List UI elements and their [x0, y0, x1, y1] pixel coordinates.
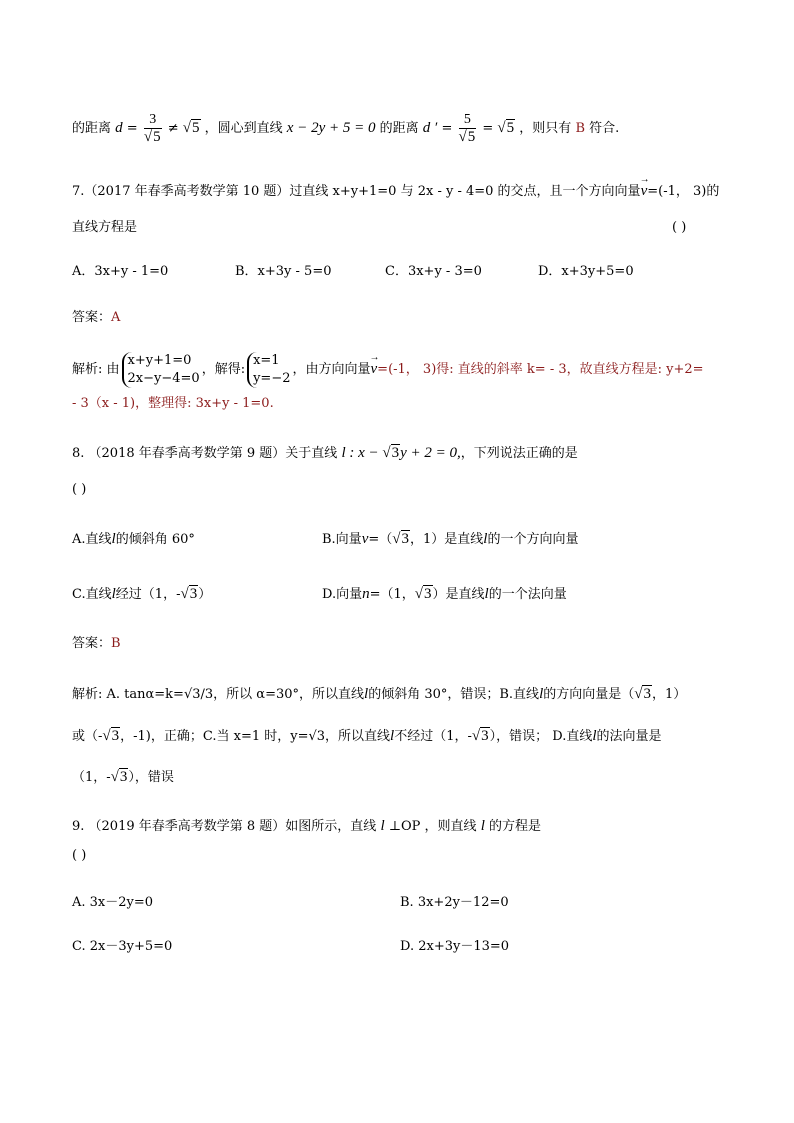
- text: 符合.: [589, 121, 620, 136]
- option-text: ）: [198, 587, 212, 602]
- analysis-text: =(-1， 3)得: 直线的斜率 k= - 3，故直线方程是: y+2=: [377, 362, 704, 377]
- vector-v: → v: [641, 181, 648, 201]
- option-text: D. 2x+3y－13=0: [400, 939, 510, 954]
- root3: 3: [111, 728, 120, 744]
- q8-analysis-line3: （1，-√3），错误: [72, 769, 174, 785]
- q7-text: 直线方程是: [72, 220, 138, 235]
- var-l: l: [539, 686, 544, 702]
- q9-text: 的方程是: [489, 819, 542, 834]
- var-l: l: [364, 686, 369, 702]
- analysis-text: 解析: A. tanα=k=√3/3，所以 α=30°，所以直线: [72, 687, 365, 702]
- q7-paren: [672, 218, 686, 238]
- q9-option-b: [400, 893, 509, 913]
- root3: 3: [391, 445, 400, 461]
- q7-line2: [72, 218, 137, 238]
- answer-paren: ( ): [72, 482, 87, 497]
- analysis-text: 的倾斜角 30°，错误；B.直线: [368, 687, 540, 702]
- option-text: 经过（1，-: [115, 587, 181, 602]
- neq: ≠: [167, 121, 179, 136]
- analysis-text: 的法向量是: [596, 729, 662, 744]
- option-text: 的一个法向量: [488, 587, 567, 602]
- q8-option-a: [72, 529, 195, 550]
- q7-option-b: [235, 262, 332, 282]
- q8-paren: [72, 480, 86, 500]
- line-equation: x − 2y + 5 = 0: [286, 120, 376, 136]
- option-text: A.直线: [72, 532, 112, 547]
- analysis-text: （1，-: [72, 770, 111, 785]
- answer-label: 答案：: [72, 636, 112, 651]
- q8-option-b: B.向量v=（√3，1）是直线l的一个方向向量: [322, 531, 579, 547]
- q8-analysis-line2: 或（-√3，-1)，正确；C.当 x=1 时，y=√3，所以直线l不经过（1，-√3），错误； D.直线l的法向量是: [72, 728, 662, 744]
- text: 的距离: [379, 121, 419, 136]
- text: ，则只有: [519, 121, 572, 136]
- answer-label: 答案：: [72, 310, 112, 325]
- var-l: l: [111, 531, 116, 547]
- equals: =: [482, 121, 494, 136]
- var-l: l: [592, 728, 597, 744]
- perp-op: ⊥OP: [388, 819, 421, 834]
- q9-paren: [72, 846, 86, 866]
- frac-num: 5: [459, 112, 477, 129]
- analysis-label: 解析: 由: [72, 362, 120, 377]
- analysis-text: ，解得:: [201, 362, 246, 377]
- q7-text: 7.（2017 年春季高考数学第 10 题）过直线 x+y+1=0 与 2x - y - 4=0 的交点，且一个方向向量: [72, 184, 641, 199]
- var-l: l: [341, 445, 346, 461]
- q8-analysis-line1: 解析: A. tanα=k=√3/3，所以 α=30°，所以直线l的倾斜角 30°，错误；B.直线l的方向向量是（√3，1）: [72, 686, 687, 702]
- q9-option-d: [400, 937, 509, 957]
- option-text: D．x+3y+5=0: [538, 264, 634, 279]
- equals: =: [126, 121, 138, 136]
- option-text: C.直线: [72, 587, 112, 602]
- q9-option-c: [72, 937, 172, 957]
- q7-option-a: [72, 262, 168, 282]
- q7-answer: [72, 308, 120, 328]
- q9-line1: [72, 816, 541, 837]
- system-eq: x=1: [253, 352, 280, 368]
- option-text: 的一个方向向量: [487, 532, 579, 547]
- q7-option-d: [538, 262, 634, 282]
- system-eq: y=−2: [253, 370, 291, 386]
- var-d-prime: d ′: [422, 120, 438, 136]
- var-l: l: [480, 818, 485, 834]
- answer-paren: ( ): [72, 848, 87, 863]
- option-text: B.向量: [322, 532, 362, 547]
- root5: 5: [506, 120, 515, 136]
- q9-option-a: [72, 893, 153, 913]
- equation-system-1: [122, 352, 200, 388]
- q8-option-c: C.直线l经过（1，-√3）: [72, 586, 212, 602]
- option-text: 的倾斜角 60°: [115, 532, 195, 547]
- q8-line1: 8. （2018 年春季高考数学第 9 题）关于直线 l : x − √3y + 2 = 0,，下列说法正确的是: [72, 445, 578, 461]
- answer-letter: B: [575, 121, 586, 136]
- option-text: D.向量: [322, 587, 363, 602]
- colon: :: [345, 445, 359, 461]
- answer-paren: ( ): [672, 220, 687, 235]
- text: 的距离: [72, 121, 112, 136]
- line-eq: y + 2 = 0,: [400, 445, 461, 461]
- q7-analysis-line2: [72, 394, 274, 414]
- answer-value: A: [111, 310, 121, 325]
- root3: 3: [401, 531, 409, 547]
- top-line: 的距离 d = $\frac{3}{√5}$ ≠ √5 ，圆心到直线 x − 2y + 5 = 0 的距离 d ′ = $\frac{5}{√5}$ = √5 ，则只有 B 符合.: [72, 112, 620, 145]
- root3: 3: [119, 769, 128, 785]
- analysis-text: ），错误: [128, 770, 174, 785]
- root3: 3: [424, 586, 432, 602]
- root3: 3: [643, 686, 651, 702]
- analysis-text: 的方向向量是（: [543, 687, 635, 702]
- q7-analysis-line1: [72, 349, 704, 390]
- system-eq: x+y+1=0: [127, 352, 192, 368]
- analysis-text: ，由方向向量: [292, 362, 371, 377]
- vector-v: → v: [371, 349, 378, 389]
- option-text: B. 3x+2y－12=0: [400, 895, 509, 910]
- q9-text: 9. （2019 年春季高考数学第 8 题）如图所示，直线: [72, 819, 377, 834]
- root5: 5: [192, 120, 200, 136]
- option-text: =（: [368, 532, 393, 547]
- q8-answer: [72, 634, 121, 654]
- analysis-text: 或（-: [72, 729, 103, 744]
- var-l: l: [380, 818, 385, 834]
- analysis-text: ，-1)，正确；C.当 x=1 时，y=√3，所以直线: [120, 729, 391, 744]
- equation-system-2: [247, 352, 290, 388]
- var-v: v: [361, 531, 369, 547]
- analysis-text: ），错误； D.直线: [489, 729, 593, 744]
- line-eq: x −: [358, 445, 383, 461]
- q9-text: ，则直线: [424, 819, 477, 834]
- root3: 3: [481, 728, 489, 744]
- var-l: l: [483, 531, 488, 547]
- root3: 3: [189, 586, 198, 602]
- fraction-3-root5: $\frac{3}{√5}$: [143, 112, 161, 145]
- q8-text: ，下列说法正确的是: [460, 446, 578, 461]
- option-text: B．x+3y - 5=0: [235, 264, 332, 279]
- q7-line1: [72, 181, 719, 202]
- option-text: A. 3x－2y=0: [72, 895, 154, 910]
- var-d: d: [115, 120, 123, 136]
- option-text: C. 2x－3y+5=0: [72, 939, 173, 954]
- option-text: =（1，: [369, 587, 415, 602]
- var-n: n: [362, 586, 370, 602]
- analysis-text: - 3（x - 1)，整理得: 3x+y - 1=0.: [72, 396, 274, 411]
- var-l: l: [111, 586, 116, 602]
- analysis-text: ，1）: [651, 687, 687, 702]
- answer-value: B: [111, 636, 121, 651]
- var-l: l: [390, 728, 395, 744]
- option-text: C．3x+y - 3=0: [385, 264, 482, 279]
- fraction-5-root5: $\frac{5}{√5}$: [458, 112, 476, 145]
- q7-option-c: [385, 262, 482, 282]
- frac-den: 5: [467, 129, 476, 145]
- analysis-text: 不经过（1，-: [394, 729, 472, 744]
- frac-num: 3: [144, 112, 162, 129]
- q8-option-d: D.向量n=（1，√3）是直线l的一个法向量: [322, 586, 567, 602]
- option-text: A．3x+y - 1=0: [72, 264, 169, 279]
- frac-den: 5: [153, 129, 161, 145]
- text: ，圆心到直线: [204, 121, 283, 136]
- var-l: l: [484, 586, 489, 602]
- q7-text: =(-1， 3)的: [647, 184, 720, 199]
- option-text: ）是直线: [432, 587, 485, 602]
- q8-text: 8. （2018 年春季高考数学第 9 题）关于直线: [72, 446, 338, 461]
- option-text: ，1）是直线: [410, 532, 484, 547]
- system-eq: 2x−y−4=0: [127, 370, 200, 386]
